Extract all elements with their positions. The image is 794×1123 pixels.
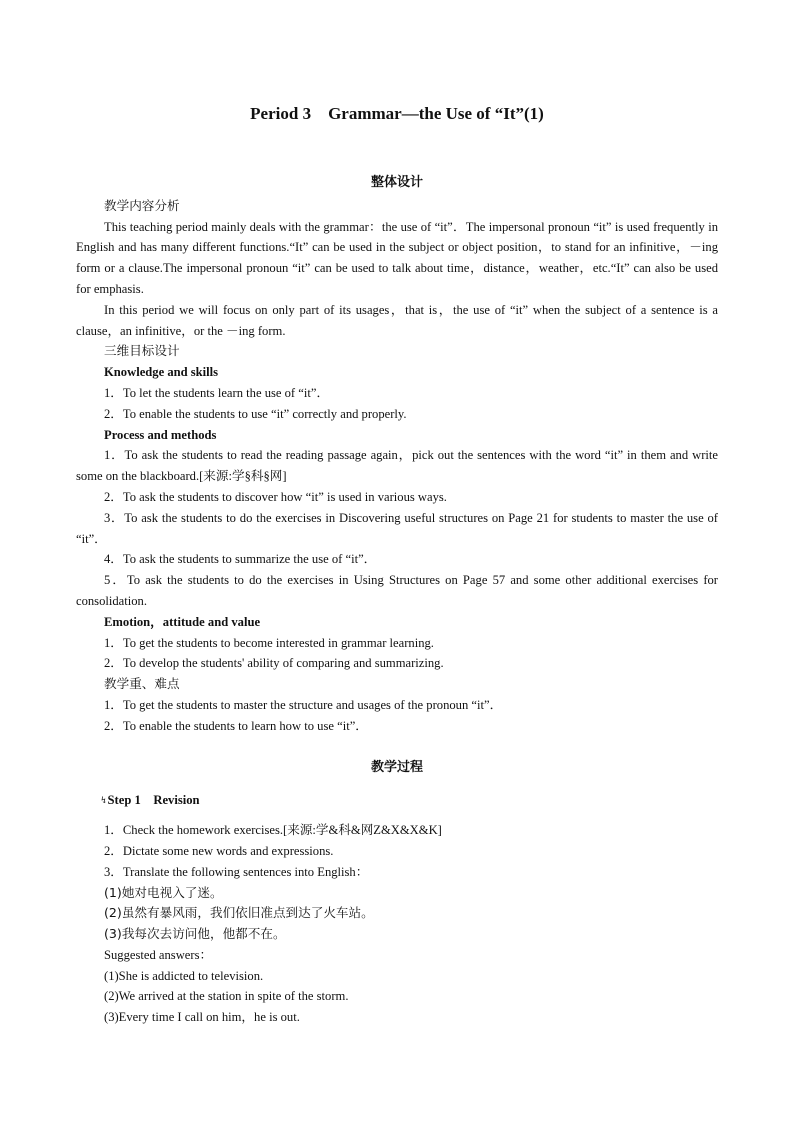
- process-heading: Process and methods: [104, 427, 217, 442]
- chinese-sentence: (3)我每次去访问他，他都不在。: [104, 926, 286, 942]
- step-item: 1．Check the homework exercises.[来源:学&科&网Z&X&X&K]: [104, 823, 442, 838]
- chinese-sentence: (2)虽然有暴风雨，我们依旧准点到达了火车站。: [104, 905, 374, 921]
- section-heading-overall-design: 整体设计: [370, 174, 423, 189]
- emotion-item: 2．To develop the students' ability of comparing and summarizing.: [104, 656, 444, 671]
- process-item: 1．To ask the students to read the reading passage again，pick out the sentences with the word “it” in them and write some on the blackboard.[来源:学§科§网]: [76, 448, 718, 484]
- analysis-paragraph-2: In this period we will focus on only part of its usages，that is，the use of “it” when the subject of a sentence is a clause，an infinitive，or the －ing form.: [76, 302, 718, 338]
- step-1-label: Step 1 Revision: [107, 793, 200, 808]
- answer-item: (1)She is addicted to television.: [104, 968, 264, 983]
- process-item: 3．To ask the students to do the exercises in Discovering useful structures on Page 21 for students to master the use of “it”．: [76, 510, 718, 546]
- knowledge-item: 2．To enable the students to use “it” correctly and properly.: [104, 406, 407, 421]
- knowledge-heading: Knowledge and skills: [104, 365, 219, 380]
- answer-item: (2)We arrived at the station in spite of the storm.: [104, 989, 349, 1004]
- knowledge-item: 1．To let the students learn the use of “it”．: [104, 385, 330, 400]
- step-item: 3．Translate the following sentences into English：: [104, 864, 369, 879]
- answer-item: (3)Every time I call on him，he is out.: [104, 1010, 300, 1025]
- page-title: Period 3 Grammar—the Use of “It”(1): [250, 104, 544, 123]
- emotion-item: 1．To get the students to become interested in grammar learning.: [104, 635, 434, 650]
- document-body: [76, 172, 718, 1028]
- answers-heading: Suggested answers：: [104, 947, 213, 962]
- emotion-heading: Emotion，attitude and value: [104, 614, 261, 629]
- chinese-sentence: (1)她对电视入了迷。: [104, 884, 223, 900]
- goals-heading: 三维目标设计: [104, 343, 180, 359]
- key-point-item: 2．To enable the students to learn how to use “it”．: [104, 718, 368, 733]
- key-points-heading: 教学重、难点: [104, 676, 180, 692]
- step-1-heading: [76, 790, 718, 811]
- step-marker-icon: ↯: [100, 795, 108, 806]
- analysis-heading: 教学内容分析: [104, 197, 180, 213]
- analysis-paragraph-1: This teaching period mainly deals with the grammar：the use of “it”．The impersonal pronoun “it” is used frequently in English and has many different functions.“It” can be used in the subject or object position，to stand for an infinitive，－ing form or a clause.The impersonal pronoun “it” can be used to talk about time，distance，weather，etc.“It” can also be used for emphasis.: [76, 219, 718, 296]
- process-item: 5．To ask the students to do the exercises in Using Structures on Page 57 and some other additional exercises for consolidation.: [76, 573, 718, 608]
- process-item: 2．To ask the students to discover how “it” is used in various ways.: [104, 489, 447, 504]
- key-point-item: 1．To get the students to master the structure and usages of the pronoun “it”．: [104, 697, 503, 712]
- process-item: 4．To ask the students to summarize the use of “it”．: [104, 552, 377, 567]
- section-heading-teaching-process: 教学过程: [370, 758, 423, 774]
- step-item: 2．Dictate some new words and expressions.: [104, 843, 334, 858]
